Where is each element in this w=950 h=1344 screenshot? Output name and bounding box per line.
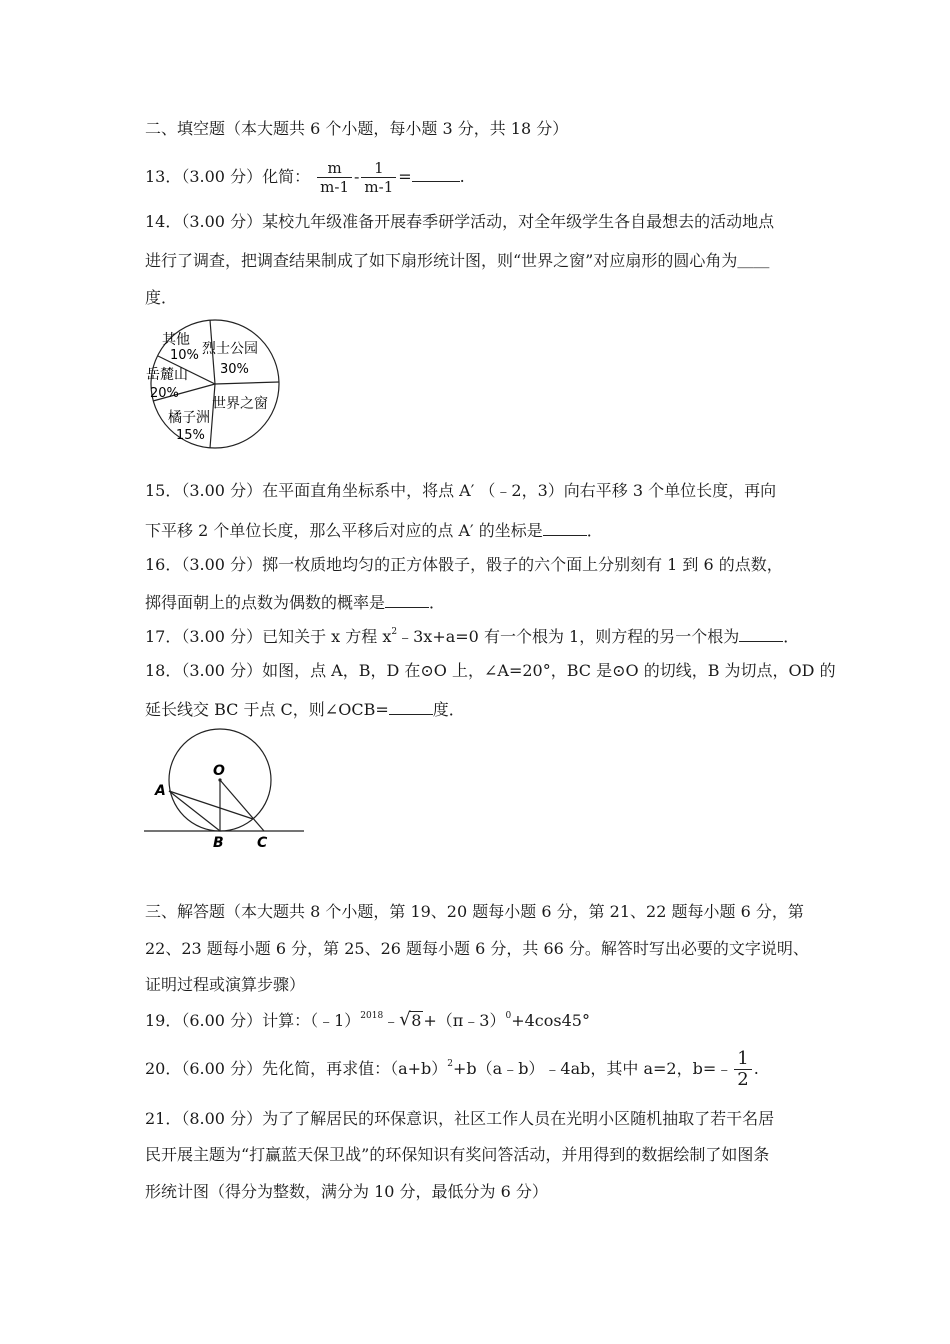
q14-line-1: 14．（3.00 分）某校九年级准备开展春季研学活动，对全年级学生各自最想去的活动地点 [145,212,775,231]
q15-line-1: 15．（3.00 分）在平面直角坐标系中，将点 A′ （﹣2，3）向右平移 3 个单位长度，再向 [145,481,777,500]
label-a: A [155,783,166,799]
pie-label-shijie: 世界之窗 [212,396,268,412]
q21-line-2: 民开展主题为“打赢蓝天保卫战”的环保知识有奖问答活动，并用得到的数据绘制了如图条 [145,1145,770,1164]
pie-label-lieshi: 烈士公园 [202,341,258,357]
q16-answer-blank [385,592,429,608]
segment-ad [169,791,253,819]
question-13: 13．（3.00 分）化简： $\frac{m}{m-1}$ - $\frac{1}{m-1}$ = . [145,159,465,196]
question-17: 17．（3.00 分）已知关于 x 方程 $x^2﹣3x+a=0$ 有一个根为 1，则方程的另一个根为 ． [145,627,800,646]
pie-pct-yuelu: 20% [150,386,179,401]
section-3-line-1: 三、解答题（本大题共 8 个小题，第 19、20 题每小题 6 分，第 21、22 题每小题 6 分，第 [145,902,804,921]
section-3-line-3: 证明过程或演算步骤） [145,975,306,994]
q18-line-1: 18．（3.00 分）如图，点 A，B，D 在⊙O 上，∠A=20°，BC 是⊙O 的切线，B 为切点，OD 的 [145,661,836,680]
q13-prefix: 13．（3.00 分）化简： [145,167,311,186]
label-b: B [213,835,224,851]
circle-tangent-figure [140,728,310,856]
q15-answer-blank [543,520,587,536]
segment-oc [220,780,264,831]
q16-line-2: 掷得面朝上的点数为偶数的概率是 ． [145,593,446,612]
q14-line-2: 进行了调查，把调查结果制成了如下扇形统计图，则“世界之窗”对应扇形的圆心角为＿＿ [145,251,770,270]
q18-line-2: 延长线交 BC 于点 C，则∠OCB= 度． [145,700,465,719]
pie-divider-2 [215,382,279,384]
section-2-header: 二、填空题（本大题共 6 个小题，每小题 3 分，共 18 分） [145,119,569,138]
pie-label-qita: 其他 [162,332,190,348]
pie-pct-lieshi: 30% [220,362,249,377]
sqrt-8: √ 8 [399,1009,422,1030]
pie-label-juzi: 橘子洲 [168,410,210,426]
label-c: C [257,835,268,851]
q13-equals: = [398,167,412,186]
pie-pct-qita: 10% [170,348,199,363]
question-19: 19．（6.00 分）计算：（﹣1）$^{2018}$﹣ √ 8 +（π﹣3）$^0$+4cos45° [145,1009,590,1030]
q21-line-1: 21．（8.00 分）为了了解居民的环保意识，社区工作人员在光明小区随机抽取了若干名居 [145,1109,775,1128]
section-3-line-2: 22、23 题每小题 6 分，第 25、26 题每小题 6 分，共 66 分。解答时写出必要的文字说明、 [145,939,809,958]
q13-fraction-1: $\frac{m}{m-1}$ [317,159,352,196]
q18-answer-blank [389,699,433,715]
segment-ab [169,791,220,831]
pie-pct-juzi: 15% [176,428,205,443]
q16-line-1: 16．（3.00 分）掷一枚质地均匀的正方体骰子，骰子的六个面上分别刻有 1 到 6 的点数， [145,555,783,574]
q13-answer-blank [412,166,460,182]
label-o: O [213,763,225,779]
q20-fraction: $\frac{1}{2}$ [734,1049,751,1090]
q21-line-3: 形统计图（得分为整数，满分为 10 分，最低分为 6 分） [145,1182,548,1201]
pie-divider-5 [210,384,215,448]
q13-minus: - [354,167,360,186]
question-20: 20．（6.00 分）先化简，再求值：$(a+b)^2+b(a﹣b)﹣4ab$，其中 a=2，b=﹣ $\frac{1}{2}$ . [145,1048,759,1090]
pie-label-yuelu: 岳麓山 [146,367,188,383]
q13-fraction-2: $\frac{1}{m-1}$ [361,159,396,196]
q17-answer-blank [739,626,783,642]
q14-line-3: 度． [145,288,178,307]
pie-chart-figure [140,316,290,456]
q15-line-2: 下平移 2 个单位长度，那么平移后对应的点 A′ 的坐标是 ． [145,521,603,540]
